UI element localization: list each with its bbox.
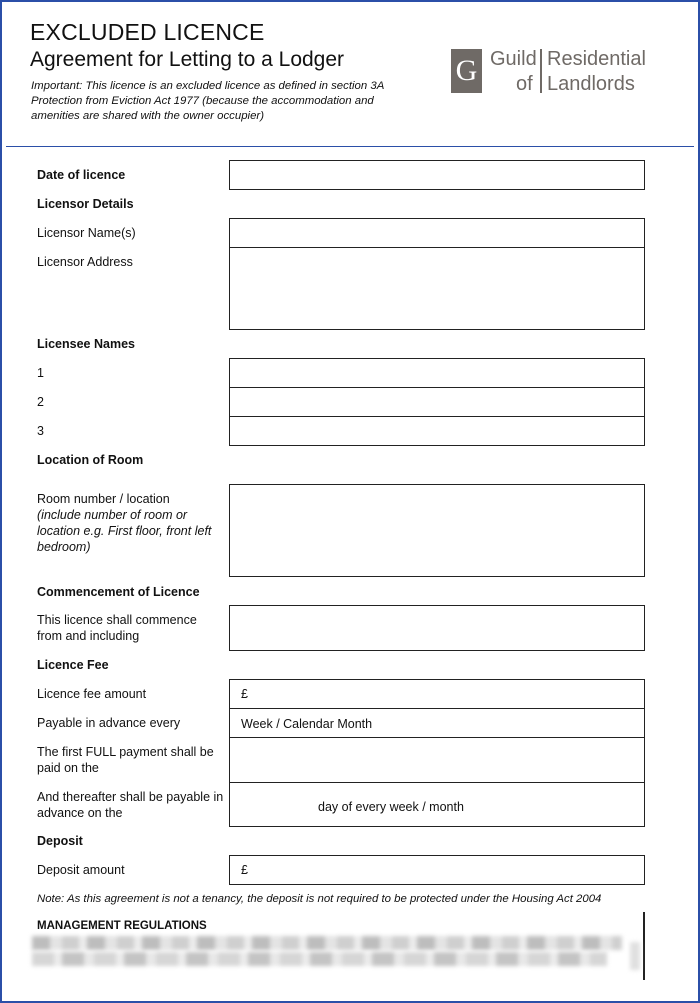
date-of-licence-field[interactable] xyxy=(229,160,645,190)
deposit-heading: Deposit xyxy=(37,834,83,848)
licensor-name-field[interactable] xyxy=(229,218,645,248)
thereafter-value: day of every week / month xyxy=(318,800,464,814)
blurred-text-block xyxy=(630,942,640,970)
logo-word-residential: Residential xyxy=(547,48,646,70)
payable-value: Week / Calendar Month xyxy=(241,717,373,731)
licensor-details-heading: Licensor Details xyxy=(37,197,134,211)
thereafter-label: And thereafter shall be payable in advance on the xyxy=(37,790,224,820)
licensor-address-field[interactable] xyxy=(229,247,645,330)
thereafter-field[interactable] xyxy=(229,782,645,827)
deposit-note: Note: As this agreement is not a tenancy, the deposit is not required to be protected under the Housing Act 2004 xyxy=(37,893,602,905)
licensee-3-field[interactable] xyxy=(229,416,645,446)
header-divider xyxy=(6,146,694,147)
commencement-heading: Commencement of Licence xyxy=(37,585,200,599)
licensee-2-label: 2 xyxy=(37,395,44,409)
licensee-3-label: 3 xyxy=(37,424,44,438)
first-payment-label: The first FULL payment shall be paid on the xyxy=(37,745,214,775)
logo-word-guild: Guild xyxy=(490,48,537,70)
licensor-address-label: Licensor Address xyxy=(37,255,133,269)
room-location-label: Room number / location xyxy=(37,492,170,506)
room-location-field[interactable] xyxy=(229,484,645,577)
deposit-currency-symbol: £ xyxy=(241,863,248,877)
logo-word-landlords: Landlords xyxy=(547,73,635,95)
room-location-hint: (include number of room or location e.g. First floor, front left bedroom) xyxy=(37,508,212,554)
date-of-licence-label: Date of licence xyxy=(37,168,126,182)
blurred-text-line xyxy=(32,936,622,950)
logo-letter: G xyxy=(455,54,478,87)
licensor-name-label: Licensor Name(s) xyxy=(37,226,136,240)
deposit-amount-label: Deposit amount xyxy=(37,863,125,877)
commencement-label: This licence shall commence from and including xyxy=(37,613,197,643)
licensee-2-field[interactable] xyxy=(229,387,645,417)
location-of-room-heading: Location of Room xyxy=(37,453,144,467)
licensee-names-heading: Licensee Names xyxy=(37,337,135,351)
fee-currency-symbol: £ xyxy=(241,687,248,701)
blurred-text-line xyxy=(32,952,607,966)
fee-amount-field[interactable] xyxy=(229,679,645,709)
management-regulations-heading: MANAGEMENT REGULATIONS xyxy=(37,920,207,932)
payable-field[interactable] xyxy=(229,708,645,738)
fee-amount-label: Licence fee amount xyxy=(37,687,147,701)
commencement-field[interactable] xyxy=(229,605,645,651)
logo-word-of: of xyxy=(516,73,533,95)
regulations-border xyxy=(643,912,645,980)
licensee-1-label: 1 xyxy=(37,366,44,380)
first-payment-field[interactable] xyxy=(229,737,645,783)
deposit-amount-field[interactable] xyxy=(229,855,645,885)
licence-fee-heading: Licence Fee xyxy=(37,658,109,672)
payable-label: Payable in advance every xyxy=(37,716,181,730)
document-title: EXCLUDED LICENCE xyxy=(30,19,265,45)
document-subtitle: Agreement for Letting to a Lodger xyxy=(30,48,345,71)
guild-logo-mark xyxy=(451,49,482,93)
important-note: Important: This licence is an excluded licence as defined in section 3A Protection from Eviction Act 1977 (because the accommodation and amenities are shared with the owner occupier) xyxy=(31,80,384,122)
logo-divider xyxy=(540,49,542,93)
licensee-1-field[interactable] xyxy=(229,358,645,388)
